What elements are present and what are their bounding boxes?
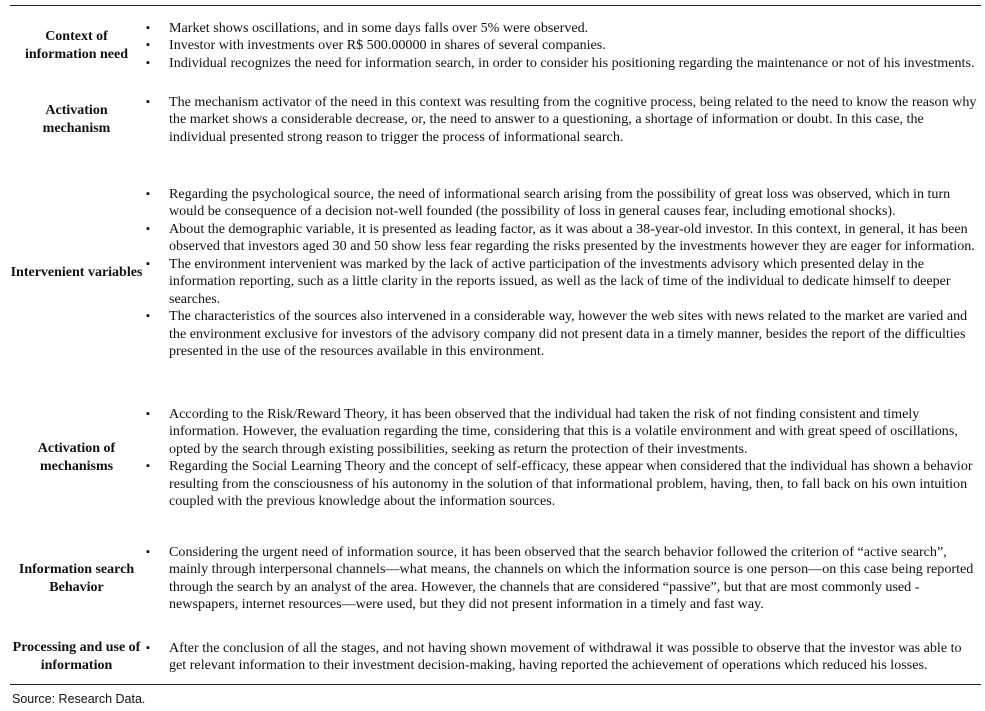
table-row xyxy=(10,526,981,631)
row-content xyxy=(143,156,981,390)
table-row xyxy=(10,390,981,526)
list-item xyxy=(143,544,981,614)
row-label: Processing and use of information xyxy=(12,640,141,673)
list-item xyxy=(143,256,981,309)
row-label: Intervenient variables xyxy=(10,265,143,280)
item-text: According to the Risk/Reward Theory, it has been observed that the individual had taken the risk of not finding consistent and timely information. However, the evaluation regarding the time, considering that this is a volatile environment and with great speed of oscillations, opted by the search through existing possibilities, seeking as return the protection of their investments. xyxy=(169,405,958,457)
item-text: After the conclusion of all the stages, and not having shown movement of withdrawal it was possible to observe that the investor was able to get relevant information to their investment decision-making, having reported the achievement of operations which reduced his losses. xyxy=(169,639,962,673)
row-label: Information search Behavior xyxy=(18,561,135,595)
row-label: Activation mechanism xyxy=(42,103,111,136)
item-text: Regarding the psychological source, the need of informational search arising from the possibility of great loss was observed, which in turn would be consequence of a decision not-well founded (the possibility of loss in general causes fear, including emotional shocks). xyxy=(169,185,951,219)
list-item xyxy=(143,37,981,55)
table-row xyxy=(10,8,981,84)
list-item xyxy=(143,94,981,147)
row-label: Context of information need xyxy=(24,29,129,62)
bullet-icon: ▪ xyxy=(146,187,150,200)
bullet-icon: ▪ xyxy=(146,56,150,69)
item-text: Considering the urgent need of information source, it has been observed that the search behavior followed the criterion of “active search”, mainly through interpersonal channels—what means, the channels on which the information source is one person—on this case being reported through the search by an analyst of the area. However, the channels that are considered “passive”, but that are most commonly used - newspapers, internet resources—were used, but they did not present information in a timely and fast way. xyxy=(169,543,974,612)
row-content xyxy=(143,84,981,156)
bullet-icon: ▪ xyxy=(146,257,150,270)
list-item xyxy=(143,221,981,256)
table-bottom-rule xyxy=(10,684,981,685)
bullet-icon: ▪ xyxy=(146,641,150,654)
row-label: Activation of mechanisms xyxy=(37,441,116,474)
bullet-icon: ▪ xyxy=(146,310,150,322)
bullet-icon: ▪ xyxy=(146,222,150,235)
table-row xyxy=(10,84,981,156)
results-table xyxy=(10,8,981,683)
source-note: Source: Research Data. xyxy=(12,692,146,706)
bullet-icon: ▪ xyxy=(146,39,150,52)
table-row xyxy=(10,156,981,390)
bullet-icon: ▪ xyxy=(146,407,150,420)
list-item xyxy=(143,20,981,38)
item-text: The characteristics of the sources also intervened in a considerable way, however the web sites with news related to the market are varied and the environment exclusive for investors of the advisory company did not present data in a timely manner, besides the report of the difficulties presented in the use of the resources available in this environment. xyxy=(169,308,968,359)
list-item xyxy=(143,55,981,73)
item-text: Investor with investments over R$ 500.00000 in shares of several companies. xyxy=(169,37,606,54)
item-text: Regarding the Social Learning Theory and the concept of self-efficacy, these appear when considered that the individual has shown a behavior resulting from the consciousness of his autonomy in the solution of that informational problem, having, then, to fall back on his own intuition coupled with the previous knowledge about the information sources. xyxy=(169,458,973,509)
list-item xyxy=(143,308,981,361)
bullet-icon: ▪ xyxy=(146,545,150,558)
row-content xyxy=(143,526,981,631)
item-text: Individual recognizes the need for information search, in order to consider his positioning regarding the maintenance or not of his investments. xyxy=(169,54,975,71)
item-text: Market shows oscillations, and in some days falls over 5% were observed. xyxy=(169,19,589,36)
list-item xyxy=(143,186,981,221)
table-row xyxy=(10,631,981,683)
row-content xyxy=(143,390,981,526)
list-item xyxy=(143,406,981,459)
bullet-icon: ▪ xyxy=(146,95,150,108)
list-item xyxy=(143,458,981,511)
list-item xyxy=(143,640,981,675)
item-text: About the demographic variable, it is presented as leading factor, as it was about a 38-year-old investor. In this context, in general, it has been observed that investors aged 30 and 50 show less fear regarding the risks presented by the investments however they are eager for information. xyxy=(169,220,975,254)
row-content xyxy=(143,8,981,84)
item-text: The mechanism activator of the need in this context was resulting from the cognitive process, being related to the need to know the reason why the market shows a considerable decrease, or, the need to answer to a questioning, a shortage of information or doubt. In this case, the individual presented strong reason to trigger the process of informational search. xyxy=(169,93,977,145)
item-text: The environment intervenient was marked by the lack of active participation of the investments advisory which presented delay in the information reporting, such as a little clarity in the reports issued, as well as the lack of time of the individual to dedicate himself to deeper searches. xyxy=(169,255,951,307)
row-content xyxy=(143,631,981,683)
table-top-rule xyxy=(10,5,981,6)
bullet-icon: ▪ xyxy=(146,21,150,34)
bullet-icon: ▪ xyxy=(146,460,150,472)
